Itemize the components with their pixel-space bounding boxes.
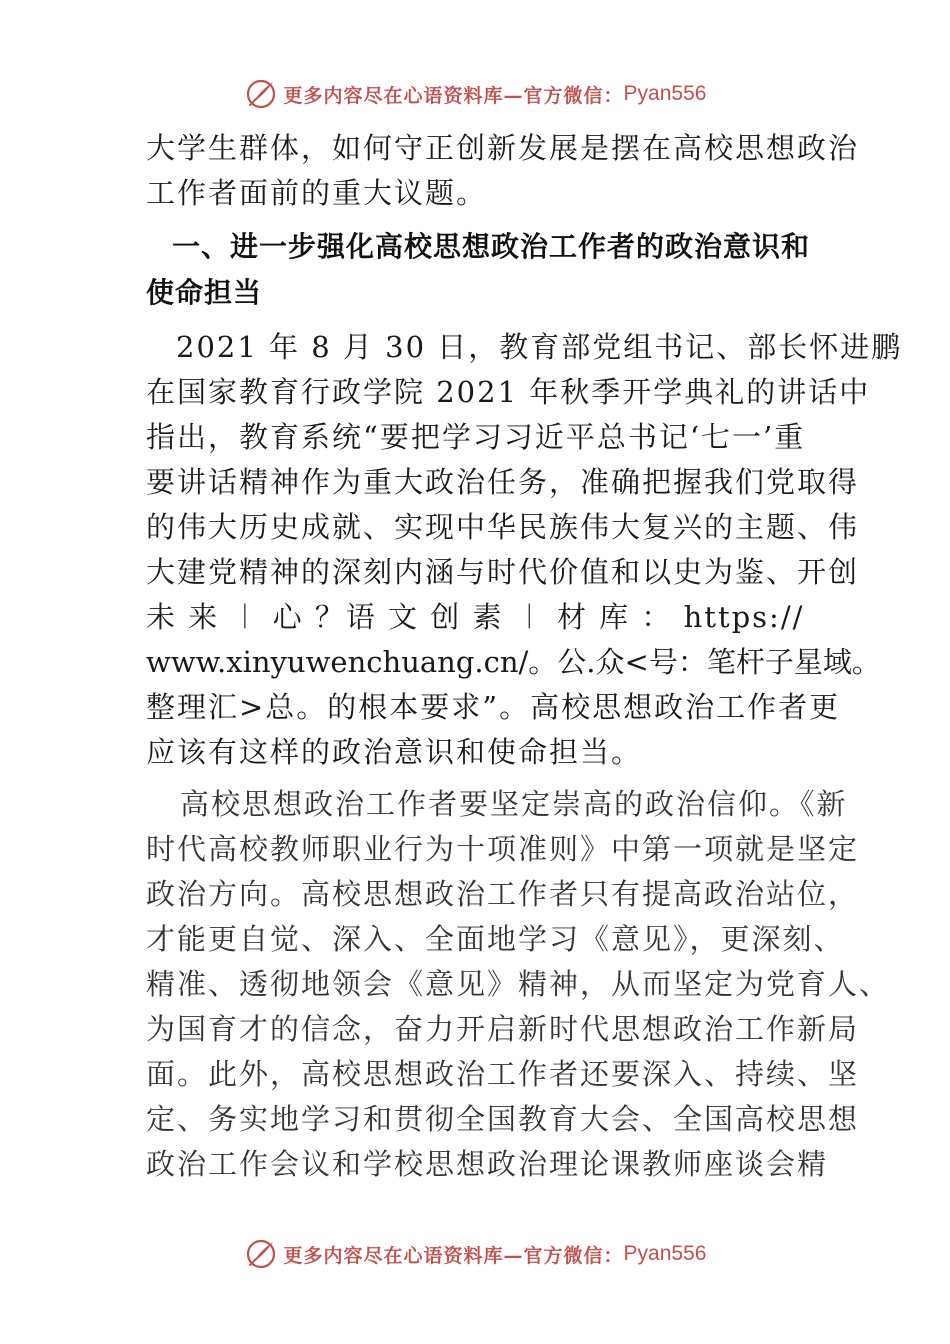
- paragraph-1: [146, 370, 881, 775]
- text-line: 才能更自觉、深入、全面地学习《意见》，更深刻、: [146, 922, 845, 956]
- paragraph-1-first: [176, 325, 903, 370]
- text-line: 面。此外，高校思想政治工作者还要深入、持续、坚: [146, 1057, 860, 1091]
- header-banner: [0, 72, 950, 116]
- paragraph-2: [146, 827, 891, 1187]
- banner-text: 更多内容尽在心语资料库—官方微信：: [283, 84, 624, 107]
- text-line: 时代高校教师职业行为十项准则》中第一项就是坚定: [146, 832, 860, 866]
- section-heading-cont: [146, 270, 808, 316]
- banner-wechat-id: Pyan556: [623, 1242, 707, 1265]
- text-line: 指出，教育系统“要把学习习近平总书记‘七一’重: [146, 420, 806, 454]
- quill-logo-icon: [244, 1237, 278, 1271]
- text-line: 2021 年 8 月 30 日，教育部党组书记、部长怀进鹏: [176, 330, 903, 364]
- paragraph-2-first: [180, 782, 848, 827]
- text-line: 要讲话精神作为重大政治任务，准确把握我们党取得: [146, 465, 860, 499]
- text-line: www.xinyuwenchuang.cn/。公.众<号：笔杆子星域。: [146, 645, 881, 679]
- banner-wechat-id: Pyan556: [623, 82, 707, 105]
- text-line: 为国育才的信念，奋力开启新时代思想政治工作新局: [146, 1012, 860, 1046]
- text-line: 定、务实地学习和贯彻全国教育大会、全国高校思想: [146, 1102, 860, 1136]
- text-line: 政治方向。高校思想政治工作者只有提高政治站位，: [146, 877, 860, 911]
- section-heading: [172, 224, 812, 270]
- text-line: 的伟大历史成就、实现中华民族伟大复兴的主题、伟: [146, 510, 860, 544]
- banner-text: 更多内容尽在心语资料库—官方微信：: [283, 1244, 624, 1267]
- text-line: 整理汇>总。的根本要求”。高校思想政治工作者更: [146, 690, 841, 724]
- text-line: 大学生群体，如何守正创新发展是摆在高校思想政治: [146, 131, 860, 165]
- text-line: 未 来 ︱ 心 ？语 文 创 素 ︱ 材 库 ： https://: [146, 600, 805, 634]
- text-line: 政治工作会议和学校思想政治理论课教师座谈会精: [146, 1147, 829, 1181]
- heading-line: 使命担当: [146, 276, 263, 309]
- text-line: 大建党精神的深刻内涵与时代价值和以史为鉴、开创: [146, 555, 860, 589]
- text-line: 高校思想政治工作者要坚定崇高的政治信仰。《新: [180, 787, 848, 821]
- text-line: 工作者面前的重大议题。: [146, 176, 488, 210]
- quill-logo-icon: [244, 77, 278, 111]
- text-line: 应该有这样的政治意识和使命担当。: [146, 735, 643, 769]
- text-line: 在国家教育行政学院 2021 年秋季开学典礼的讲话中: [146, 375, 871, 409]
- footer-banner: [0, 1232, 950, 1276]
- intro-paragraph: [146, 126, 860, 216]
- text-line: 精准、透彻地领会《意见》精神，从而坚定为党育人、: [146, 967, 891, 1001]
- heading-line: 一、进一步强化高校思想政治工作者的政治意识和: [172, 230, 811, 263]
